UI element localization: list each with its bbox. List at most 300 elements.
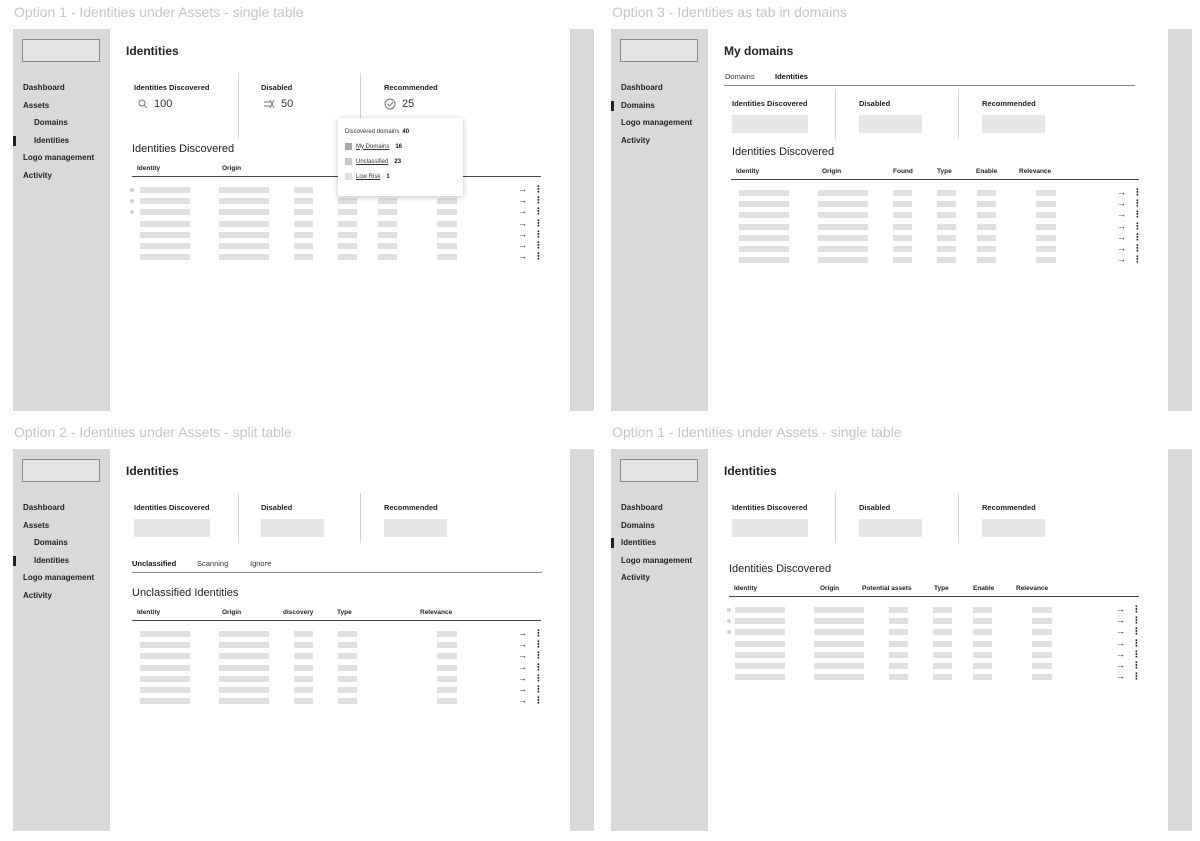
cell-placeholder [437,198,457,204]
sidebar-item-assets[interactable]: Assets [23,100,50,110]
cell-placeholder [735,641,785,647]
sidebar-item-identities[interactable]: Identities [13,552,110,570]
sidebar-item-activity[interactable]: Activity [621,573,650,582]
sidebar-item-dashboard[interactable]: Dashboard [23,503,65,512]
status-dot [727,630,731,634]
cell-placeholder [338,631,357,637]
more-menu-icon[interactable]: ⋮ [534,672,543,683]
cell-placeholder [889,607,908,613]
cell-placeholder [338,642,357,648]
cell-placeholder [933,674,952,680]
table-row[interactable] [132,217,543,228]
cell-placeholder [140,209,190,215]
open-arrow-icon[interactable]: → [1117,198,1126,209]
stat-value-row [138,98,172,110]
divider [360,493,361,543]
cell-placeholder [735,663,785,669]
table-row[interactable] [132,684,543,694]
cell-placeholder [977,190,996,196]
legend-swatch [345,173,352,180]
cell-placeholder [378,209,397,215]
more-menu-icon[interactable]: ⋮ [1133,198,1142,209]
cell-placeholder [739,224,789,230]
cell-placeholder [818,257,868,263]
stat-placeholder [134,519,210,537]
cell-placeholder [294,653,313,659]
open-arrow-icon[interactable]: → [518,695,527,706]
sidebar-item-domains[interactable]: Domains [34,118,68,127]
more-menu-icon[interactable]: ⋮ [1132,637,1141,648]
status-dot [130,188,134,192]
cell-placeholder [739,212,789,218]
tab-identities[interactable]: Identities [775,72,808,81]
more-menu-icon[interactable]: ⋮ [1132,615,1141,626]
cell-placeholder [1032,618,1052,624]
stat-label: Recommended [982,99,1036,108]
logo-placeholder [22,459,100,482]
frame-option-1-variant [611,449,1192,831]
cell-placeholder [1036,212,1056,218]
more-menu-icon[interactable]: ⋮ [1132,626,1141,637]
more-menu-icon[interactable]: ⋮ [534,695,543,706]
table-row[interactable] [132,251,543,262]
stat-recommended[interactable] [376,493,498,558]
cell-placeholder [294,676,313,682]
col-origin[interactable]: Origin [222,609,242,616]
cell-placeholder [889,674,908,680]
stat-value: 50 [281,98,294,110]
col-identity[interactable]: Identity [137,165,161,172]
open-arrow-icon[interactable]: → [518,661,527,672]
stat-label: Recommended [982,503,1036,512]
cell-placeholder [219,653,269,659]
col-relevance[interactable]: Relevance [1019,168,1052,175]
sidebar-item-dashboard[interactable]: Dashboard [621,503,663,512]
stat-label: Identities Discovered [134,83,210,92]
cell-placeholder [294,243,313,249]
sidebar-nav [611,79,708,149]
sidebar-item-dashboard[interactable]: Dashboard [621,83,663,92]
table-body [132,628,543,711]
sidebar-item-activity[interactable]: Activity [23,590,52,600]
right-panel [1168,449,1192,831]
sidebar [13,449,110,831]
stat-identities-discovered[interactable] [126,493,248,558]
col-potential-assets[interactable]: Potential assets [862,585,912,592]
more-menu-icon[interactable]: ⋮ [1132,671,1141,682]
discovered-domains-popover [338,118,463,196]
cell-placeholder [294,254,313,260]
cell-placeholder [739,201,789,207]
table-row[interactable] [729,648,1141,659]
cell-placeholder [219,198,269,204]
cell-placeholder [437,698,457,704]
col-type[interactable]: Type [934,585,949,592]
sidebar-item-domains[interactable]: Domains [611,97,708,115]
cell-placeholder [140,642,190,648]
cell-placeholder [937,224,956,230]
col-type[interactable]: Type [937,168,952,175]
open-arrow-icon[interactable]: → [518,195,527,206]
cell-placeholder [219,187,269,193]
open-arrow-icon[interactable]: → [1116,604,1125,614]
sidebar [611,449,708,831]
more-menu-icon[interactable]: ⋮ [534,184,543,194]
sidebar-item-domains[interactable]: Domains [34,538,68,547]
option-title-bottom-right: Option 1 - Identities under Assets - single table [612,424,902,440]
sidebar-item-identities[interactable]: Identities [611,534,708,552]
stat-label: Disabled [261,503,293,512]
cell-placeholder [1032,663,1052,669]
cell-placeholder [437,631,457,637]
cell-placeholder [1036,190,1056,196]
stat-label: Identities Discovered [134,503,210,512]
open-arrow-icon[interactable]: → [1116,615,1125,626]
cell-placeholder [893,257,912,263]
cell-placeholder [1032,641,1052,647]
table-row[interactable] [729,626,1141,637]
cell-placeholder [140,254,190,260]
stat-recommended[interactable] [974,89,1096,154]
cell-placeholder [378,198,397,204]
cell-placeholder [1036,257,1056,263]
cell-placeholder [937,246,956,252]
sidebar-item-logo-management[interactable]: Logo management [621,555,693,565]
right-panel [570,449,594,831]
cell-placeholder [814,663,864,669]
more-menu-icon[interactable]: ⋮ [1133,231,1142,242]
table-row[interactable] [731,231,1142,242]
sidebar-item-logo-management[interactable]: Logo management [23,153,95,162]
sidebar-nav [13,79,110,184]
more-menu-icon[interactable]: ⋮ [1133,209,1142,220]
cell-placeholder [140,676,190,682]
cell-placeholder [338,687,357,693]
table-row[interactable] [729,671,1141,682]
main-content [708,449,1168,831]
more-menu-icon[interactable]: ⋮ [534,228,543,239]
cell-placeholder [140,653,190,659]
cell-placeholder [893,212,912,218]
cell-placeholder [338,243,357,249]
tab-scanning[interactable]: Scanning [197,559,229,568]
stat-label: Identities Discovered [732,503,808,512]
open-arrow-icon[interactable]: → [1116,637,1125,648]
more-menu-icon[interactable]: ⋮ [1132,660,1141,670]
stat-placeholder [261,519,324,537]
table-row[interactable] [731,209,1142,220]
cell-placeholder [437,676,457,682]
cell-placeholder [338,676,357,682]
stat-disabled[interactable] [851,89,973,154]
more-menu-icon[interactable]: ⋮ [1133,254,1142,265]
cell-placeholder [437,243,457,249]
page-title: Identities [126,464,179,478]
more-menu-icon[interactable]: ⋮ [1133,243,1142,253]
cell-placeholder [889,652,908,658]
tab-bar [132,559,542,573]
cell-placeholder [378,232,397,238]
stat-identities-discovered[interactable] [724,89,846,154]
cell-placeholder [933,641,952,647]
cell-placeholder [814,629,864,635]
cell-placeholder [937,212,956,218]
col-discovery[interactable]: discovery [283,609,314,616]
open-arrow-icon[interactable]: → [518,251,527,262]
cell-placeholder [814,652,864,658]
sidebar-item-logo-management[interactable]: Logo management [621,118,693,127]
sidebar-item-identities[interactable]: Identities [13,132,110,150]
table-row[interactable] [132,195,543,206]
cell-placeholder [973,618,992,624]
cell-placeholder [933,663,952,669]
table-row[interactable] [729,604,1141,614]
main-content [110,449,570,831]
sidebar-item-dashboard[interactable]: Dashboard [23,83,65,92]
more-menu-icon[interactable]: ⋮ [534,684,543,694]
page-title: Identities [724,464,777,478]
col-origin[interactable]: Origin [222,165,242,172]
table-title: Identities Discovered [132,143,235,155]
status-dot [727,619,731,623]
stat-label: Identities Discovered [732,99,808,108]
cell-placeholder [219,221,269,227]
cell-placeholder [937,257,956,263]
col-relevance[interactable]: Relevance [420,609,453,616]
cell-placeholder [140,687,190,693]
col-enable[interactable]: Enable [976,168,998,175]
more-menu-icon[interactable]: ⋮ [1132,604,1141,614]
cell-placeholder [378,243,397,249]
open-arrow-icon[interactable]: → [518,639,527,650]
stat-placeholder [384,519,447,537]
open-arrow-icon[interactable]: → [1117,231,1126,242]
cell-placeholder [140,698,190,704]
more-menu-icon[interactable]: ⋮ [534,251,543,262]
cell-placeholder [973,629,992,635]
cell-placeholder [294,698,313,704]
cell-placeholder [1036,246,1056,252]
table-title: Unclassified Identities [132,587,239,599]
tab-unclassified[interactable]: Unclassified [132,559,177,568]
cell-placeholder [977,246,996,252]
cell-placeholder [140,665,190,671]
sidebar-item-domains[interactable]: Domains [621,520,655,530]
table-body [132,184,543,267]
open-arrow-icon[interactable]: → [518,628,527,638]
open-arrow-icon[interactable]: → [1116,626,1125,637]
table-row[interactable] [132,228,543,239]
stat-label: Recommended [384,503,438,512]
cell-placeholder [140,221,190,227]
cell-placeholder [937,190,956,196]
stat-identities-discovered[interactable] [126,73,248,138]
table-row[interactable] [731,198,1142,209]
table-row[interactable] [132,206,543,217]
cell-placeholder [973,641,992,647]
table-row[interactable] [132,240,543,250]
more-menu-icon[interactable]: ⋮ [1133,187,1142,197]
cell-placeholder [294,232,313,238]
option-title-bottom-left: Option 2 - Identities under Assets - split table [14,424,292,440]
stat-value-row [263,98,293,110]
table-row[interactable] [731,243,1142,253]
table-row[interactable] [731,220,1142,231]
more-menu-icon[interactable]: ⋮ [534,628,543,638]
cell-placeholder [437,232,457,238]
stat-label: Disabled [261,83,293,92]
stat-disabled[interactable] [253,493,375,558]
cell-placeholder [219,665,269,671]
more-menu-icon[interactable]: ⋮ [534,195,543,206]
table-title: Identities Discovered [729,563,832,575]
cell-placeholder [338,653,357,659]
main-content [110,29,570,411]
open-arrow-icon[interactable]: → [1117,243,1126,253]
cell-placeholder [889,618,908,624]
open-arrow-icon[interactable]: → [518,217,527,228]
open-arrow-icon[interactable]: → [1116,660,1125,670]
popover-item-low-risk[interactable]: Low Risk 1 [345,173,390,180]
cell-placeholder [437,642,457,648]
cell-placeholder [338,198,357,204]
right-panel [1168,29,1192,411]
cell-placeholder [893,201,912,207]
open-arrow-icon[interactable]: → [518,240,527,250]
option-title-top-right: Option 3 - Identities as tab in domains [612,4,848,20]
cell-placeholder [437,653,457,659]
table-row[interactable] [729,660,1141,670]
cell-placeholder [294,687,313,693]
cell-placeholder [977,235,996,241]
cell-placeholder [219,254,269,260]
col-enable[interactable]: Enable [973,585,995,592]
cell-placeholder [437,665,457,671]
open-arrow-icon[interactable]: → [1117,209,1126,220]
cell-placeholder [818,235,868,241]
table-row[interactable] [132,184,543,194]
cell-placeholder [219,243,269,249]
open-arrow-icon[interactable]: → [1117,187,1126,197]
cell-placeholder [1032,607,1052,613]
sidebar-item-activity[interactable]: Activity [23,170,52,180]
cell-placeholder [219,642,269,648]
col-identity[interactable]: Identity [736,168,760,175]
cell-placeholder [933,607,952,613]
more-menu-icon[interactable]: ⋮ [1133,220,1142,231]
cell-placeholder [140,187,190,193]
cell-placeholder [1036,201,1056,207]
table-row[interactable] [132,639,543,650]
stat-label: Recommended [384,83,438,92]
open-arrow-icon[interactable]: → [518,672,527,683]
open-arrow-icon[interactable]: → [518,684,527,694]
table-row[interactable] [731,254,1142,265]
cell-placeholder [977,224,996,230]
table-row[interactable] [729,615,1141,626]
open-arrow-icon[interactable]: → [1116,671,1125,682]
open-arrow-icon[interactable]: → [518,206,527,217]
col-found[interactable]: Found [893,168,913,175]
more-menu-icon[interactable]: ⋮ [1132,648,1141,659]
page-title: My domains [724,44,794,58]
table-row[interactable] [132,695,543,706]
col-relevance[interactable]: Relevance [1016,585,1049,592]
cell-placeholder [818,224,868,230]
cell-placeholder [294,187,313,193]
cell-placeholder [893,246,912,252]
frame-option-1-single-table [13,29,594,411]
cell-placeholder [1036,224,1056,230]
open-arrow-icon[interactable]: → [1117,254,1126,265]
cell-placeholder [818,212,868,218]
col-origin[interactable]: Origin [822,168,842,175]
open-arrow-icon[interactable]: → [518,228,527,239]
sidebar-item-activity[interactable]: Activity [621,135,650,145]
cell-placeholder [739,190,789,196]
stat-identities-discovered[interactable] [724,493,846,558]
cell-placeholder [973,652,992,658]
more-menu-icon[interactable]: ⋮ [534,206,543,217]
cell-placeholder [140,631,190,637]
table-row[interactable] [132,672,543,683]
cell-placeholder [933,618,952,624]
more-menu-icon[interactable]: ⋮ [534,217,543,228]
col-identity[interactable]: Identity [734,585,758,592]
cell-placeholder [338,665,357,671]
table-row[interactable] [132,650,543,661]
open-arrow-icon[interactable]: → [518,184,527,194]
cell-placeholder [140,198,190,204]
sidebar-item-assets[interactable]: Assets [23,520,50,530]
stat-recommended[interactable] [974,493,1096,558]
more-menu-icon[interactable]: ⋮ [534,240,543,250]
cell-placeholder [378,254,397,260]
open-arrow-icon[interactable]: → [1116,648,1125,659]
popover-item-my-domains[interactable]: My Domains 16 [345,143,402,150]
cell-placeholder [977,257,996,263]
cell-placeholder [437,254,457,260]
tab-ignore[interactable]: Ignore [250,559,272,568]
table-row[interactable] [729,637,1141,648]
cell-placeholder [973,674,992,680]
col-identity[interactable]: Identity [137,609,161,616]
main-content [708,29,1168,411]
cell-placeholder [973,663,992,669]
popover-item-unclassified[interactable]: Unclassified 23 [345,158,401,165]
more-menu-icon[interactable]: ⋮ [534,661,543,672]
table-row[interactable] [731,187,1142,197]
stat-disabled[interactable] [851,493,973,558]
cell-placeholder [140,243,190,249]
open-arrow-icon[interactable]: → [1117,220,1126,231]
open-arrow-icon[interactable]: → [518,650,527,661]
cell-placeholder [739,257,789,263]
more-menu-icon[interactable]: ⋮ [534,639,543,650]
divider [238,493,239,543]
logo-placeholder [620,459,698,482]
more-menu-icon[interactable]: ⋮ [534,650,543,661]
tab-domains[interactable]: Domains [725,72,755,81]
col-type[interactable]: Type [337,609,352,616]
table-row[interactable] [132,628,543,638]
table-row[interactable] [132,661,543,672]
col-origin[interactable]: Origin [820,585,840,592]
sidebar-item-logo-management[interactable]: Logo management [23,573,95,582]
cell-placeholder [338,232,357,238]
cell-placeholder [1036,235,1056,241]
cell-placeholder [893,190,912,196]
